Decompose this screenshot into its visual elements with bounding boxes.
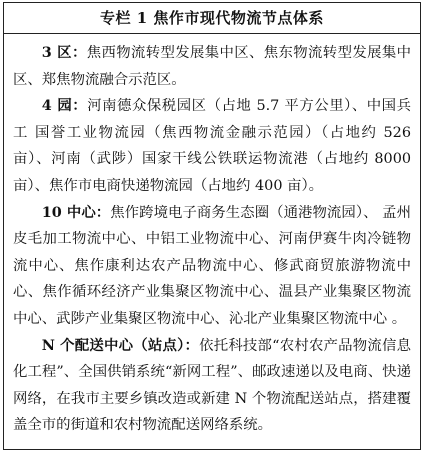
paragraph-distribution	[13, 333, 411, 439]
paragraph-text: 河南德众保税园区（占地 5.7 平方公里）、中国兵工 国誉工业物流园（焦西物流金融示范园）（占地约 526 亩）、河南（武陟）国家干线公铁联运物流港（占地约 8000 亩）、焦作市电商快递物流园（占地约 400 亩）。	[13, 98, 411, 194]
paragraph-districts	[13, 40, 411, 93]
paragraph-parks	[13, 93, 411, 199]
paragraph-text: 依托科技部“农村农产品物流信息化工程”、全国供销系统“新网工程”、邮政速递以及电商、快递网络，在我市主要乡镇改造或新建 N 个物流配送站点，搭建覆盖全市的街道和农村物流配送网络系统。	[13, 337, 412, 434]
paragraph-lead: 10 中心：	[41, 203, 111, 221]
paragraph-lead: N 个配送中心（站点）：	[41, 336, 200, 354]
box-title: 专栏 1 焦作市现代物流节点体系	[4, 3, 420, 34]
paragraph-centers	[13, 200, 411, 333]
paragraph-text: 焦作跨境电子商务生态圈（通港物流园）、 孟州皮毛加工物流中心、中铝工业物流中心、河南伊赛牛肉冷链物流中心、焦作康利达农产品物流中心、修武商贸旅游物流中心、焦作循环经济产业集聚区物流中心、温县产业集聚区物流中心、武陟产业集聚区物流中心、沁北产业集聚区物流中心 。	[13, 204, 411, 327]
paragraph-lead: 4 园：	[41, 97, 88, 115]
box-content	[4, 34, 420, 439]
paragraph-lead: 3 区：	[41, 44, 87, 61]
paragraph-text: 焦西物流转型发展集中区、焦东物流转型发展集中区、郑焦物流融合示范区。	[13, 45, 411, 88]
feature-box	[3, 2, 421, 450]
